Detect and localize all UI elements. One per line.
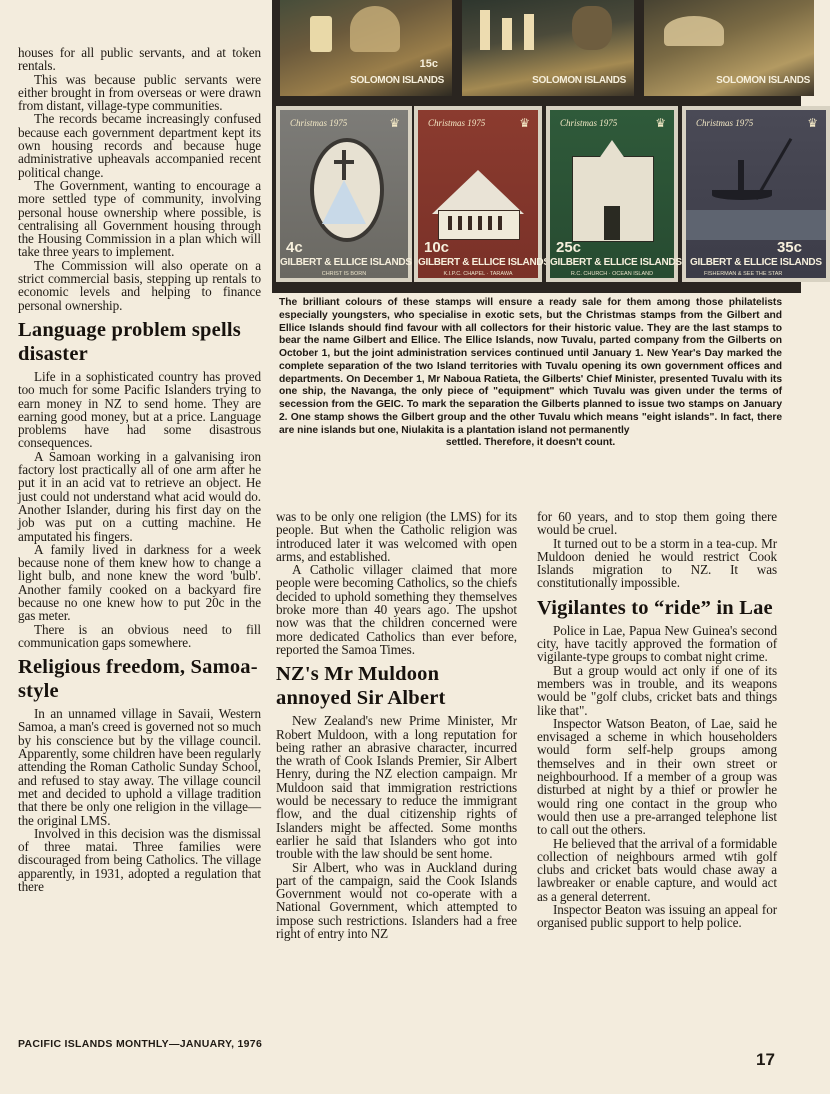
paragraph: New Zealand's new Prime Minister, Mr Robert Muldoon, with a long reputation for being rather an abrasive character, incurred the wrath of Cook Islands Premier, Sir Albert Henry, during the NZ election campaign. Mr Muldoon said that immigration restrictions would be necessary to reduce the immigrant flow, and the dual citizenship rights of Islanders might be affected. Some months earlier he said that Islanders who got into trouble with the law should be sent home. (276, 713, 517, 862)
stamp-heading: Christmas 1975 (428, 118, 486, 128)
paragraph: In an unnamed village in Savaii, Western Samoa, a man's creed is governed not so much by his conscience but by the village council. Apparently, some children have been regularly attending the Roman Catholic Sunday School, and refused to stay away. The village council met and decided to uphold a village tradition that there be only one religion in the village—the original LMS. (18, 706, 261, 828)
caption-body: The brilliant colours of these stamps will ensure a ready sale for them among those philatelists especially youngsters, who specialise in exotic sets, but the Christmas stamps from the Gilbert and Ellice Islands should find favour with all collectors for their historic value. They are the last stamps to bear the name Gilbert and Ellice. The Ellice Islands, now Tuvalu, parted company from the Gilberts on October 1, but the joint administration services continued until January 1. New Year's Day marked the complete separation of the two Island territories with Tuvalu opening its own government offices and departments. On December 1, Mr Naboua Ratieta, the Gilberts' Chief Minister, presented Tuvalu with its one ship, the Navanga, the only piece of "equipment" which Tuvalu was given under the terms of secession from the GEIC. To mark the separation the Gilberts planned to issue two stamps on January 2. One stamp shows the Gilbert group and the other Tuvalu which means "eight islands". In fact, there are nine islands but one, Niulakita is a plantation island not permanently (279, 297, 782, 436)
stamp-solomon-1 (280, 0, 452, 96)
paragraph: Involved in this decision was the dismissal of three matai. Three families were discouraged from being Catholics. The village apparently, in 1931, adopted a regulation that there (18, 825, 261, 895)
paragraph: Police in Lae, Papua New Guinea's second city, have tacitly approved the formation of vigilante-type groups to combat night crime. (537, 622, 777, 665)
crown-icon: ♛ (655, 116, 666, 130)
paragraph: houses for all public servants, and at token rentals. (18, 45, 261, 74)
stamp-country: GILBERT & ELLICE ISLANDS (690, 257, 822, 268)
stamp-solomon-2 (462, 0, 634, 96)
headline-muldoon: NZ's Mr Muldoon annoyed Sir Albert (276, 663, 446, 710)
paragraph: The Commission will also operate on a strict commercial basis, stepping up rentals to economic levels and helping to finance personal ownership. (18, 257, 261, 313)
paragraph: A family lived in darkness for a week because none of them knew how to change a light bulb, and none knew the word 'bulb'. Another family cooked on a backyard fire because no one knew how to put 20c in the gas meter. (18, 541, 261, 624)
column-2 (276, 510, 517, 1032)
stamp-value: 35c (776, 239, 802, 256)
stamp-gilbert-25c (546, 106, 682, 282)
stamp-value: 15c (419, 58, 438, 70)
paragraph: A Samoan working in a galvanising iron factory lost practically all of one arm after he put it in an acid vat to retrieve an object. He just could not understand what acid would do. Another Islander, during his first day on the job was put on a cutting machine. He amputated his fingers. (18, 448, 261, 544)
paragraph: But a group would act only if one of its members was in trouble, and its weapons would be "golf clubs, cricket bats and things like that". (537, 662, 777, 718)
column-1 (18, 46, 261, 1032)
stamp-subtitle: K.I.P.C. CHAPEL · TARAWA (443, 271, 513, 277)
stamp-heading: Christmas 1975 (560, 118, 618, 128)
paragraph: Inspector Beaton was issuing an appeal for organised public support to help police. (537, 902, 777, 931)
stamp-gilbert-4c (276, 106, 412, 282)
crown-icon: ♛ (389, 116, 400, 130)
stamp-value: 4c (286, 239, 303, 256)
page-number: 17 (756, 1050, 775, 1069)
stamp-heading: Christmas 1975 (696, 118, 754, 128)
stamp-country: GILBERT & ELLICE ISLANDS (418, 257, 550, 268)
paragraph: Sir Albert, who was in Auckland during part of the campaign, said the Cook Islands Government would not co-operate with a National Government, which attempted to impose such restrictions. Islanders had a free right of entry into NZ (276, 859, 517, 942)
stamp-gilbert-10c (414, 106, 550, 282)
stamp-country: SOLOMON ISLANDS (532, 75, 626, 86)
crown-icon: ♛ (519, 116, 530, 130)
stamp-subtitle: CHRIST IS BORN (321, 271, 367, 277)
paragraph: The records became increasingly confused because each government department kept its own housing records and because huge administrative upheavals accompanied recent political change. (18, 111, 261, 180)
stamp-country: GILBERT & ELLICE ISLANDS (550, 257, 682, 268)
photo-caption (279, 297, 782, 450)
headline-vigilantes: Vigilantes to “ride” in Lae (537, 596, 773, 619)
stamp-country: SOLOMON ISLANDS (350, 75, 444, 86)
headline-religious-freedom: Religious freedom, Samoa-style (18, 656, 258, 703)
paragraph: It turned out to be a storm in a tea-cup. Mr Muldoon denied he would restrict Cook Islands migration to NZ. It was constitutionally impossible. (537, 535, 777, 591)
column-3 (537, 510, 777, 1032)
caption-last-line: settled. Therefore, it doesn't count. (445, 437, 616, 449)
crown-icon: ♛ (807, 116, 818, 130)
paragraph: for 60 years, and to stop them going there would be cruel. (537, 509, 777, 538)
stamp-photo (272, 0, 822, 293)
stamp-value: 10c (424, 239, 450, 256)
stamp-subtitle: FISHERMAN & SEE THE STAR (704, 271, 783, 277)
paragraph: A Catholic villager claimed that more people were becoming Catholics, so the chiefs decided to uphold something they themselves broke more than 40 years ago. The upshot now was that the children concerned were more dedicated Catholics than ever before, reported the Samoa Times. (276, 562, 517, 657)
headline-language-problem: Language problem spells disaster (18, 318, 241, 365)
paragraph: This was because public servants were either brought in from overseas or were drawn from distant, village-type communities. (18, 71, 261, 114)
paragraph: was to be only one religion (the LMS) for its people. But when the Catholic religion was introduced later it was welcomed with open arms, and established. (276, 509, 517, 564)
stamp-value: 25c (556, 239, 582, 256)
footer-masthead: PACIFIC ISLANDS MONTHLY—JANUARY, 1976 (18, 1038, 263, 1050)
paragraph: Life in a sophisticated country has proved too much for some Pacific Islanders trying to earn money in NZ to send home. They are earning good money, but at a price. Language problems have had some disastrous consequences. (18, 368, 261, 451)
stamp-country: GILBERT & ELLICE ISLANDS (280, 257, 412, 268)
paragraph: The Government, wanting to encourage a more settled type of community, involving personal house ownership where possible, is centralising all Government housing through the Housing Commission in a plan which will take three years to implement. (18, 177, 261, 260)
paragraph: Inspector Watson Beaton, of Lae, said he envisaged a scheme in which householders would form self-help groups among themselves and in their own street or neighbourhood. If a member of a group was disturbed at night by a thief or prowler he would ring one contact in the group who would then use a pre-arranged telephone list to call out the others. (537, 715, 777, 838)
paragraph: There is an obvious need to fill communication gaps somewhere. (18, 621, 261, 650)
stamp-country: SOLOMON ISLANDS (716, 75, 810, 86)
stamp-gilbert-35c (682, 106, 830, 282)
paragraph: He believed that the arrival of a formidable collection of neighbours armed wtih golf clubs and cricket bats would chase away a lawbreaker or enable capture, and would act as a general deterrent. (537, 835, 777, 904)
stamp-solomon-3 (644, 0, 814, 96)
stamp-subtitle: R.C. CHURCH · OCEAN ISLAND (570, 271, 654, 277)
stamp-heading: Christmas 1975 (290, 118, 348, 128)
